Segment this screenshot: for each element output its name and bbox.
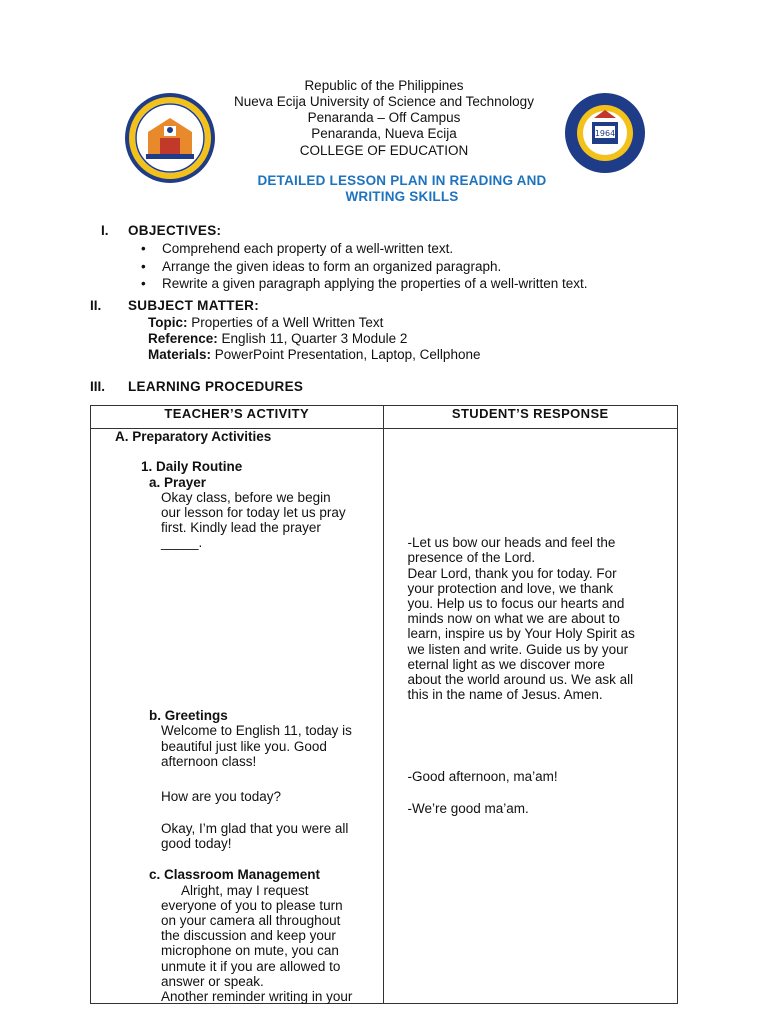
daily-routine-heading: 1. Daily Routine — [141, 459, 243, 474]
teacher-text-line: on your camera all throughout — [161, 913, 341, 928]
topic-label: Topic: — [148, 315, 188, 330]
student-text-line: presence of the Lord. — [407, 550, 536, 565]
objectives-number: I. — [101, 223, 109, 238]
procedures-heading: LEARNING PROCEDURES — [128, 379, 304, 394]
student-text-line: your protection and love, we thank — [407, 581, 614, 596]
reference-label: Reference: — [148, 331, 218, 346]
student-text-line: -Good afternoon, ma’am! — [407, 769, 558, 784]
header-republic: Republic of the Philippines — [304, 78, 464, 93]
teacher-activity-header: TEACHER’S ACTIVITY — [91, 406, 384, 429]
learning-procedures-table — [90, 405, 678, 1004]
objective-text: Arrange the given ideas to form an organized paragraph. — [162, 259, 502, 274]
subject-matter-heading: SUBJECT MATTER: — [128, 298, 259, 313]
objectives-heading: OBJECTIVES: — [128, 223, 222, 238]
topic-line — [148, 315, 383, 330]
teacher-text-line: Okay, I’m glad that you were all — [161, 821, 349, 836]
student-response-header: STUDENT’S RESPONSE — [383, 406, 678, 429]
bullet-icon: • — [141, 259, 146, 274]
teacher-text-line: good today! — [161, 836, 232, 851]
header-college: COLLEGE OF EDUCATION — [299, 143, 469, 158]
student-text-line: learn, inspire us by Your Holy Spirit as — [407, 626, 635, 641]
header-university: Nueva Ecija University of Science and Technology — [234, 94, 534, 109]
student-text-line: minds now on what we are about to — [407, 611, 620, 626]
teacher-text-line: Alright, may I request — [181, 883, 309, 898]
preparatory-activities-heading: A. Preparatory Activities — [115, 429, 272, 444]
teacher-text-line: _____. — [161, 535, 203, 550]
materials-value: PowerPoint Presentation, Laptop, Cellphone — [214, 347, 481, 362]
teacher-activity-cell — [91, 429, 384, 1004]
bullet-icon: • — [141, 241, 146, 256]
bullet-icon: • — [141, 276, 146, 291]
teacher-text-line: Welcome to English 11, today is — [161, 723, 352, 738]
objective-text: Rewrite a given paragraph applying the properties of a well-written text. — [162, 276, 588, 291]
subject-matter-number: II. — [90, 298, 102, 313]
teacher-text-line: answer or speak. — [161, 974, 264, 989]
teacher-text-line: beautiful just like you. Good — [161, 739, 327, 754]
teacher-text-line: afternoon class! — [161, 754, 257, 769]
student-text-line: -Let us bow our heads and feel the — [407, 535, 616, 550]
materials-label: Materials: — [148, 347, 212, 362]
document-title-line1: DETAILED LESSON PLAN IN READING AND — [257, 173, 547, 188]
materials-line — [148, 347, 480, 362]
teacher-text-line: our lesson for today let us pray — [161, 505, 346, 520]
teacher-text-line: the discussion and keep your — [161, 928, 336, 943]
student-text-line: about the world around us. We ask all — [407, 672, 634, 687]
procedures-number: III. — [90, 379, 106, 394]
teacher-text-line: everyone of you to please turn — [161, 898, 343, 913]
reference-value: English 11, Quarter 3 Module 2 — [221, 331, 408, 346]
teacher-text-line: unmute it if you are allowed to — [161, 959, 341, 974]
teacher-text-line: Another reminder writing in your — [161, 989, 353, 1004]
teacher-text-line: Okay class, before we begin — [161, 490, 331, 505]
teacher-text-line: first. Kindly lead the prayer — [161, 520, 321, 535]
student-text-line: we listen and write. Guide us by your — [407, 642, 629, 657]
student-text-line: Dear Lord, thank you for today. For — [407, 566, 617, 581]
document-title-line2: WRITING SKILLS — [345, 189, 459, 204]
header-location: Penaranda, Nueva Ecija — [311, 126, 457, 141]
reference-line — [148, 331, 407, 346]
classroom-management-heading: c. Classroom Management — [149, 867, 321, 882]
seal-year-text: 1964 — [594, 129, 616, 138]
student-text-line: eternal light as we discover more — [407, 657, 605, 672]
student-text-line: you. Help us to focus our hearts and — [407, 596, 625, 611]
teacher-text-line: microphone on mute, you can — [161, 943, 339, 958]
header-campus: Penaranda – Off Campus — [307, 110, 461, 125]
objective-text: Comprehend each property of a well-written text. — [162, 241, 454, 256]
student-text-line: -We’re good ma’am. — [407, 801, 529, 816]
prayer-heading: a. Prayer — [149, 475, 207, 490]
teacher-text-line: How are you today? — [161, 789, 282, 804]
student-text-line: this in the name of Jesus. Amen. — [407, 687, 603, 702]
greetings-heading: b. Greetings — [149, 708, 228, 723]
student-response-cell — [383, 429, 678, 1004]
topic-value: Properties of a Well Written Text — [191, 315, 384, 330]
